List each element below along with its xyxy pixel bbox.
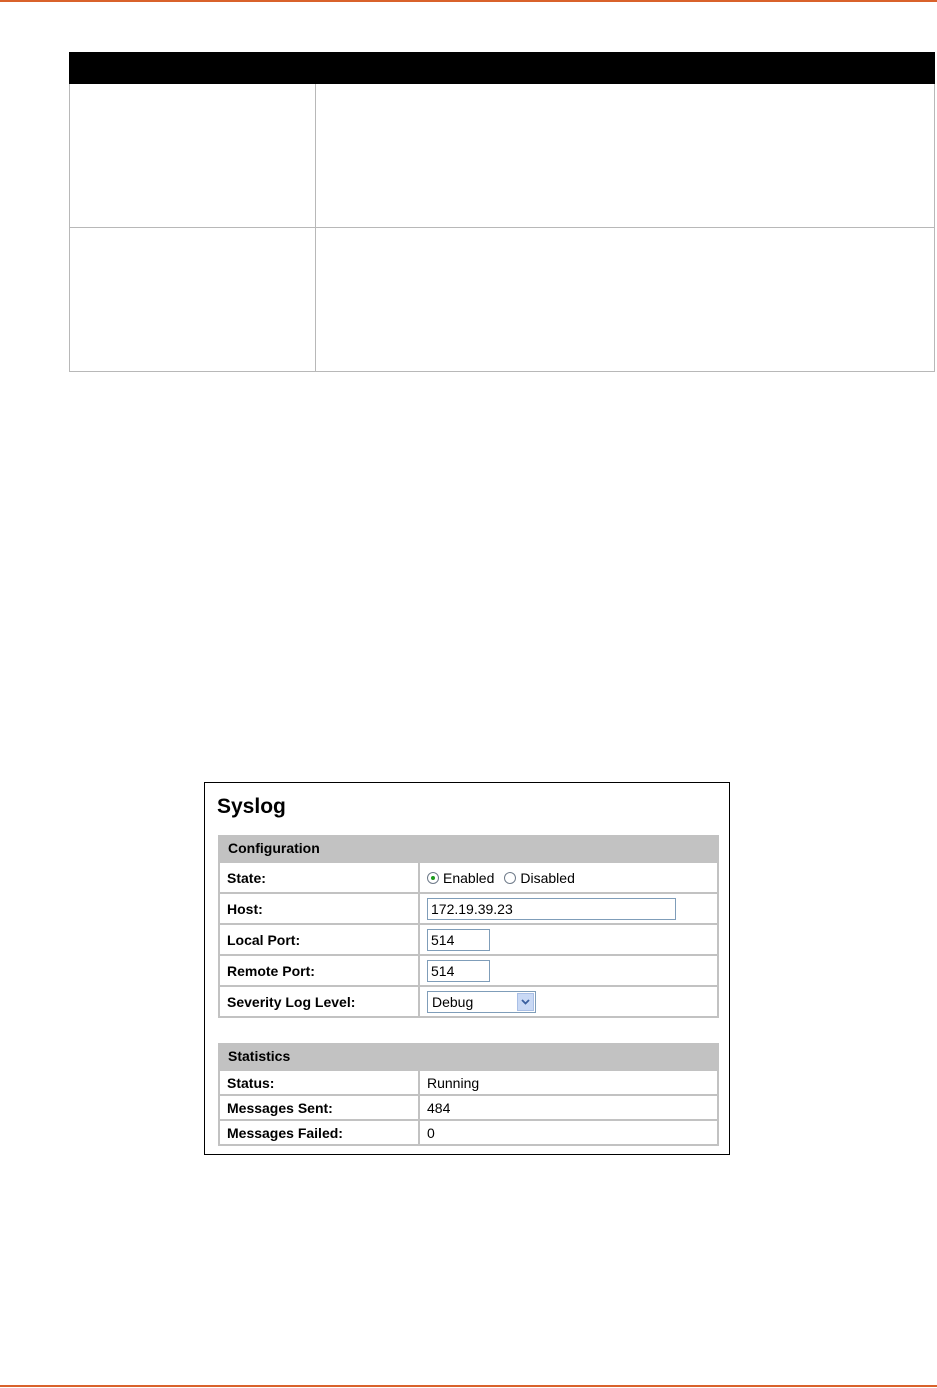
- local-port-input[interactable]: [427, 929, 490, 951]
- page-title: Syslog: [217, 795, 286, 818]
- statistics-section: [218, 1043, 719, 1146]
- severity-value-cell: [420, 987, 717, 1016]
- table-row: [70, 228, 935, 372]
- table-cell: [70, 84, 316, 228]
- host-row: [220, 894, 717, 923]
- remote-port-value-cell: [420, 956, 717, 985]
- state-radio-group: [420, 863, 717, 892]
- status-row: [220, 1071, 717, 1094]
- messages-sent-row: [220, 1096, 717, 1119]
- local-port-row: [220, 925, 717, 954]
- configuration-section: [218, 835, 719, 1018]
- local-port-value-cell: [420, 925, 717, 954]
- syslog-screenshot-panel: [204, 782, 730, 1155]
- document-table: [69, 52, 935, 372]
- field-label: Severity Log Level:: [220, 987, 418, 1016]
- table-cell: [316, 84, 935, 228]
- header-rule: [0, 0, 937, 2]
- host-value-cell: [420, 894, 717, 923]
- severity-log-level-select[interactable]: [427, 991, 536, 1013]
- remote-port-input[interactable]: [427, 960, 490, 982]
- chevron-down-icon[interactable]: [517, 993, 534, 1011]
- stat-label: Messages Failed:: [220, 1121, 418, 1144]
- radio-checked-icon: [427, 872, 439, 884]
- section-header: Configuration: [220, 835, 717, 861]
- field-label: Local Port:: [220, 925, 418, 954]
- field-label: Host:: [220, 894, 418, 923]
- section-header: Statistics: [220, 1043, 717, 1069]
- messages-failed-row: [220, 1121, 717, 1144]
- stat-value: 0: [420, 1121, 717, 1144]
- severity-row: [220, 987, 717, 1016]
- remote-port-row: [220, 956, 717, 985]
- state-disabled-radio[interactable]: [504, 870, 574, 886]
- select-value: Debug: [432, 993, 474, 1010]
- document-table-header-cell: [316, 53, 935, 84]
- stat-value: 484: [420, 1096, 717, 1119]
- stat-label: Status:: [220, 1071, 418, 1094]
- table-cell: [316, 228, 935, 372]
- stat-label: Messages Sent:: [220, 1096, 418, 1119]
- footer-rule: [0, 1385, 937, 1387]
- table-row: [70, 84, 935, 228]
- state-row: [220, 863, 717, 892]
- document-table-header-row: [70, 53, 935, 84]
- stat-value: Running: [420, 1071, 717, 1094]
- document-table-header-cell: [70, 53, 316, 84]
- radio-label: Enabled: [443, 869, 495, 886]
- field-label: Remote Port:: [220, 956, 418, 985]
- table-cell: [70, 228, 316, 372]
- radio-label: Disabled: [520, 869, 575, 886]
- state-enabled-radio[interactable]: [427, 870, 494, 886]
- field-label: State:: [220, 863, 418, 892]
- host-input[interactable]: [427, 898, 676, 920]
- radio-unchecked-icon: [504, 872, 516, 884]
